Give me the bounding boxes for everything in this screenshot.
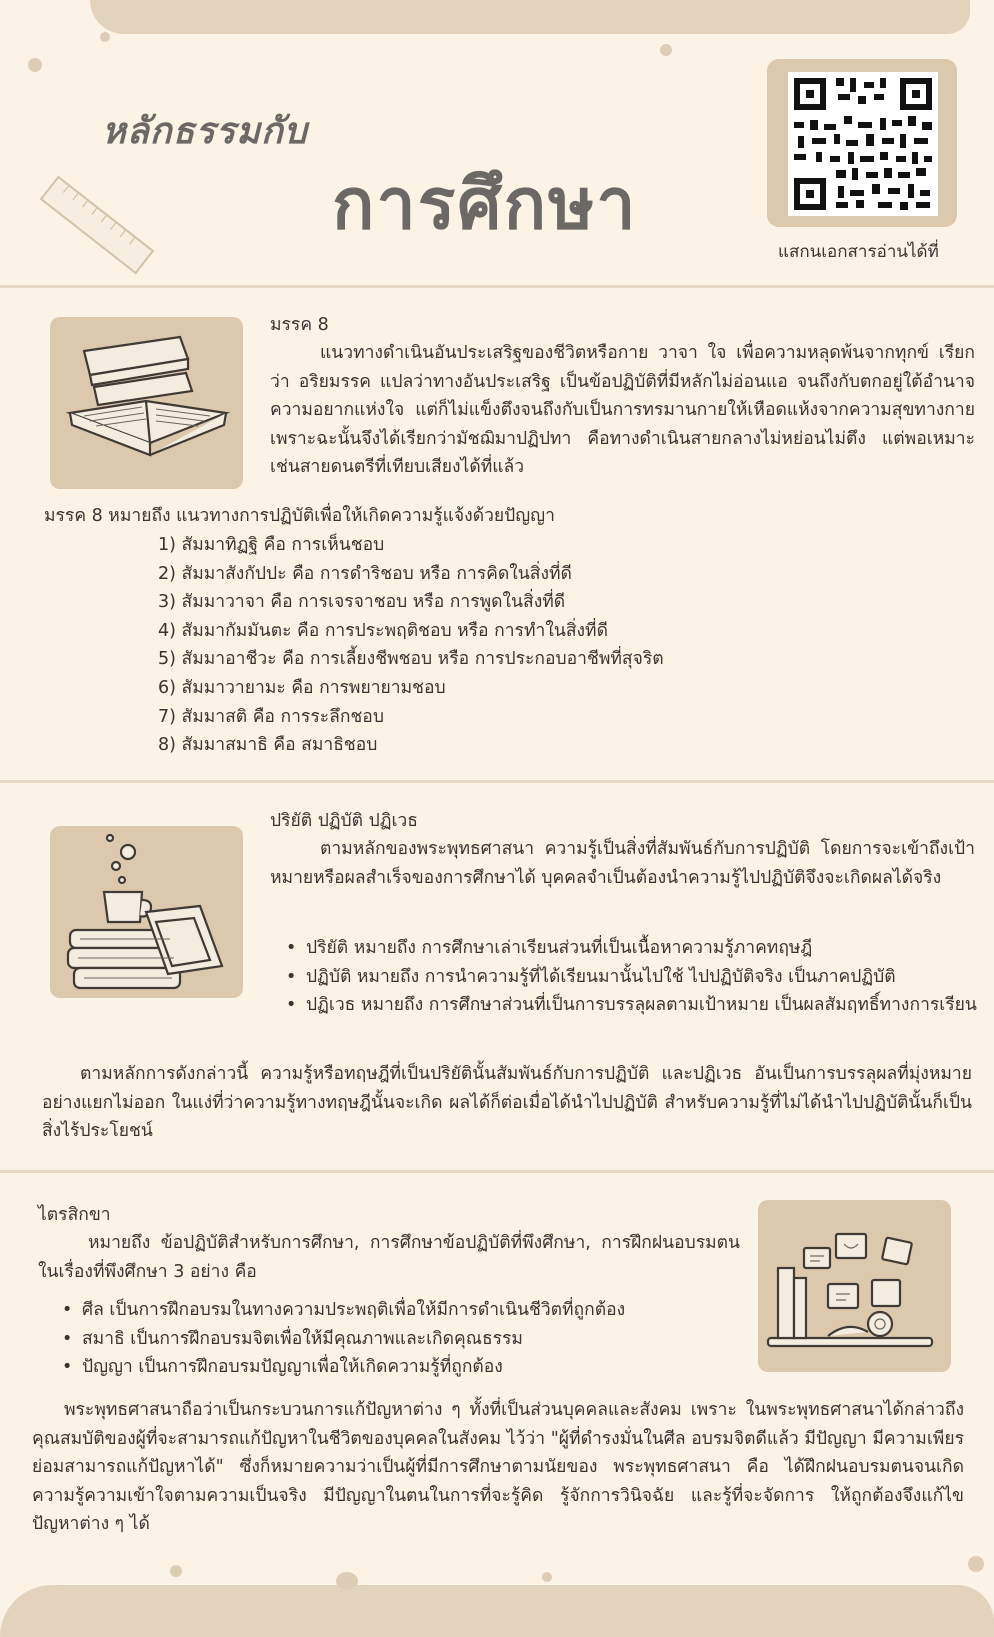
desk-shelf-illustration-frame bbox=[758, 1200, 951, 1372]
paint-speck bbox=[542, 1572, 552, 1582]
list-item: • สมาธิ เป็นการฝึกอบรมจิตเพื่อให้มีคุณภาพและเกิดคุณธรรม bbox=[82, 1325, 762, 1354]
paint-speck bbox=[28, 58, 42, 72]
list-item: • ปัญญา เป็นการฝึกอบรมปัญญาเพื่อให้เกิดความรู้ที่ถูกต้อง bbox=[82, 1353, 762, 1382]
books-illustration-frame bbox=[50, 317, 243, 489]
teacup-books-illustration-frame bbox=[50, 826, 243, 998]
list-item: • ปฏิบัติ หมายถึง การนำความรู้ที่ได้เรียนมานั้นไปใช้ ไปปฏิบัติจริง เป็นภาคปฏิบัติ bbox=[306, 963, 983, 992]
list-item: 8) สัมมาสมาธิ คือ สมาธิชอบ bbox=[158, 735, 378, 756]
tisikkha-bullets bbox=[60, 1296, 762, 1382]
paint-speck bbox=[660, 44, 672, 56]
section-body-magga8: แนวทางดำเนินอันประเสริฐของชีวิตหรือกาย วาจา ใจ เพื่อความหลุดพ้นจากทุกข์ เรียกว่า อริยมรรค แปลว่าทางอันประเสริฐ เป็นข้อปฏิบัติที่มีหลักไม่อ่อนแอ จนถึงกับตกอยู่ใต้อำนาจ ความอยากแห่งใจ แต่ก็ไม่แข็งตึงจนถึงกับเป็นการทรมานกายให้เหือดแห้งจากความสุขทางกาย เพราะฉะนั้นจึงได้เรียกว่ามัชฌิมาปฏิปทา คือทางดำเนินสายกลางไม่หย่อนไม่ตึง แต่พอเหมาะเช่นสายดนตรีที่เทียบเสียงได้ที่แล้ว bbox=[270, 343, 975, 477]
pariyatti-conclusion: ตามหลักการดังกล่าวนี้ ความรู้หรือทฤษฎีที่เป็นปริยัตินั้นสัมพันธ์กับการปฏิบัติ และปฏิเวธ อันเป็นการบรรลุผลที่มุ่งหมายอย่างแยกไม่ออก ในแง่ที่ว่าความรู้ทางทฤษฎีนั้นจะเกิด ผลได้ก็ต่อเมื่อได้นำไปปฏิบัติ สำหรับความรู้ที่ไม่ได้นำไปปฏิบัตินั้นก็เป็นสิ่งไร้ประโยชน์ bbox=[42, 1064, 972, 1141]
paint-speck bbox=[170, 1565, 182, 1577]
page-title: การศึกษา bbox=[332, 163, 638, 245]
decorative-top-band bbox=[90, 0, 970, 34]
shelf-notes-icon bbox=[758, 1200, 951, 1372]
list-item: • ศีล เป็นการฝึกอบรมในทางความประพฤติเพื่อให้มีการดำเนินชีวิตที่ถูกต้อง bbox=[82, 1296, 762, 1325]
pariyatti-bullets bbox=[284, 934, 983, 1020]
title-small: หลักธรรมกับ bbox=[102, 111, 308, 152]
list-item: 1) สัมมาทิฏฐิ คือ การเห็นชอบ bbox=[158, 535, 385, 555]
paint-speck bbox=[100, 32, 110, 42]
section-heading-pariyatti: ปริยัติ ปฏิบัติ ปฏิเวธ bbox=[270, 811, 418, 831]
list-item: • ปริยัติ หมายถึง การศึกษาเล่าเรียนส่วนที่เป็นเนื้อหาความรู้ภาคทฤษฎี bbox=[306, 934, 983, 963]
section-heading-magga8: มรรค 8 bbox=[270, 315, 329, 335]
decorative-bottom-band bbox=[0, 1585, 994, 1637]
ruler-icon bbox=[40, 176, 155, 275]
teacup-books-icon bbox=[50, 826, 243, 998]
magga8-list bbox=[158, 531, 664, 760]
paint-speck bbox=[336, 1572, 358, 1590]
section-divider bbox=[0, 285, 994, 288]
list-item: 3) สัมมาวาจา คือ การเจรจาชอบ หรือ การพูดในสิ่งที่ดี bbox=[158, 592, 566, 613]
list-item: 6) สัมมาวายามะ คือ การพยายามชอบ bbox=[158, 677, 446, 698]
section-heading-tisikkha: ไตรสิกขา bbox=[38, 1205, 111, 1225]
qr-caption: แสกนเอกสารอ่านได้ที่ bbox=[778, 242, 939, 262]
section-body-pariyatti: ตามหลักของพระพุทธศาสนา ความรู้เป็นสิ่งที่สัมพันธ์กับการปฏิบัติ โดยการจะเข้าถึงเป้าหมายหรือผลสำเร็จของการศึกษาได้ บุคคลจำเป็นต้องนำความรู้ไปปฏิบัติจึงจะเกิดผลได้จริง bbox=[270, 839, 975, 888]
tisikkha-conclusion: พระพุทธศาสนาถือว่าเป็นกระบวนการแก้ปัญหาต่าง ๆ ทั้งที่เป็นส่วนบุคคลและสังคม เพราะ ในพระพุทธศาสนาได้กล่าวถึง คุณสมบัติของผู้ที่จะสามารถแก้ปัญหาในชีวิตของบุคคลในสังคม ไว้ว่า "ผู้ที่ดำรงมั่นในศีล อบรมจิตดีแล้ว มีปัญญา มีความเพียร ย่อมสามารถแก้ปัญหาได้" ซึ่งก็หมายความว่าเป็นผู้ที่มีการศึกษาตามนัยของ พระพุทธศาสนา คือ ได้ฝึกฝนอบรมตนจนเกิดความรู้ความเข้าใจตามความเป็นจริง มีปัญญาในตนในการที่จะรู้คิด รู้จักการวินิจฉัย และรู้ที่จะจัดการ ให้ถูกต้องจึงแก้ไขปัญหาต่าง ๆ ได้ bbox=[32, 1400, 964, 1534]
section-body-tisikkha: หมายถึง ข้อปฏิบัติสำหรับการศึกษา, การศึกษาข้อปฏิบัติที่พึงศึกษา, การฝึกฝนอบรมตนในเรื่องที่พึงศึกษา 3 อย่าง คือ bbox=[38, 1233, 740, 1282]
list-item: 4) สัมมากัมมันตะ คือ การประพฤติชอบ หรือ การทำในสิ่งที่ดี bbox=[158, 620, 608, 641]
list-item: 7) สัมมาสติ คือ การระลึกชอบ bbox=[158, 706, 384, 727]
paint-speck bbox=[968, 1556, 984, 1572]
list-item: 5) สัมมาอาชีวะ คือ การเลี้ยงชีพชอบ หรือ การประกอบอาชีพที่สุจริต bbox=[158, 649, 664, 670]
stacked-books-icon bbox=[50, 317, 243, 489]
section-divider bbox=[0, 780, 994, 783]
list-item: 2) สัมมาสังกัปปะ คือ การดำริชอบ หรือ การคิดในสิ่งที่ดี bbox=[158, 563, 572, 584]
qr-code-icon[interactable] bbox=[788, 72, 938, 216]
magga8-intro: มรรค 8 หมายถึง แนวทางการปฏิบัติเพื่อให้เกิดความรู้แจ้งด้วยปัญญา bbox=[44, 506, 555, 526]
list-item: • ปฏิเวธ หมายถึง การศึกษาส่วนที่เป็นการบรรลุผลตามเป้าหมาย เป็นผลสัมฤทธิ์ทางการเรียน bbox=[306, 991, 983, 1020]
section-divider bbox=[0, 1170, 994, 1173]
